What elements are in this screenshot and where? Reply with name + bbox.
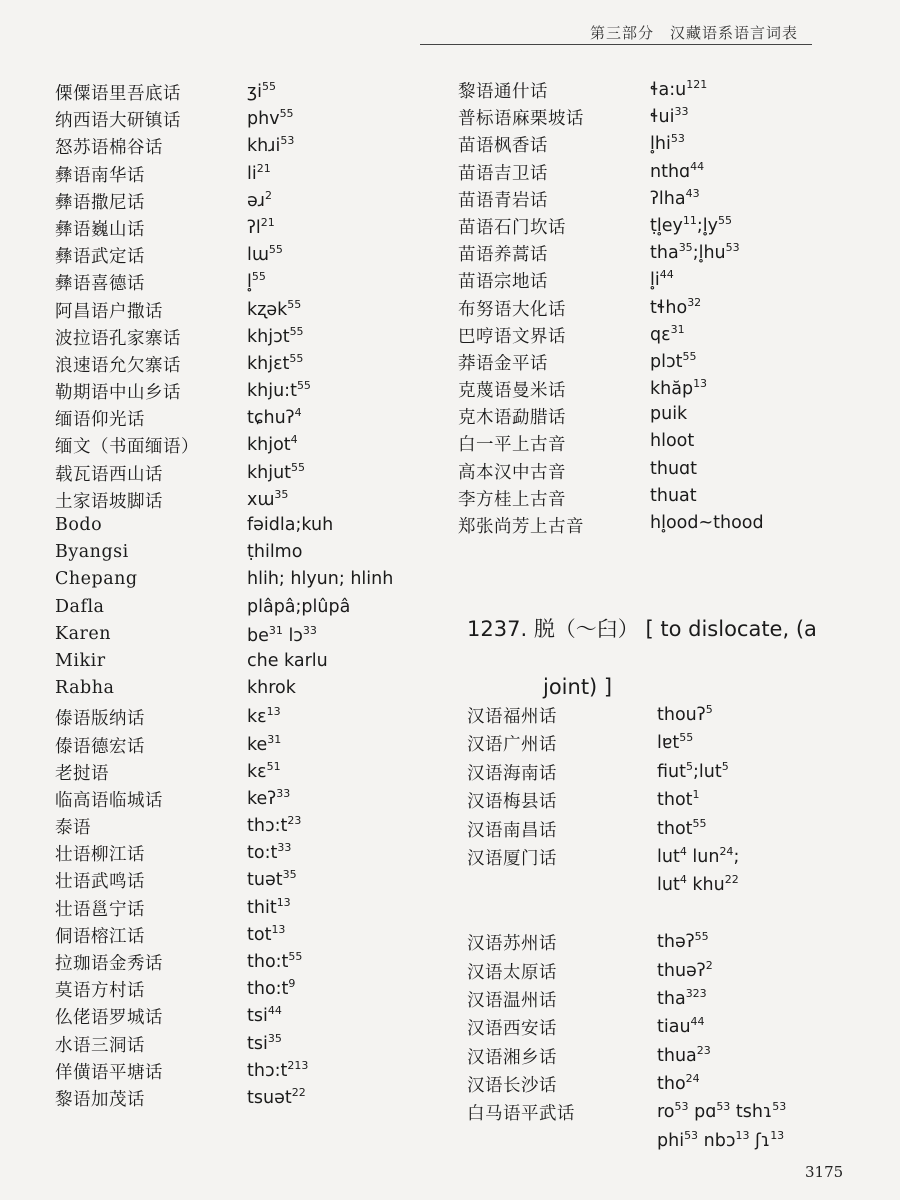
form-text: be [247, 625, 269, 646]
tone-number: 53 [670, 132, 685, 146]
form-text: xɯ [247, 489, 275, 510]
phonetic-form [247, 379, 311, 401]
tone-number: 23 [696, 1043, 711, 1057]
form-text: khjɔt [247, 326, 290, 347]
form-text: tho:t [247, 979, 289, 1000]
language-name: 侗语榕江话 [55, 926, 145, 947]
language-name: Rabha [55, 678, 115, 699]
entry-headword: 脱（～臼） [533, 617, 639, 641]
phonetic-form [657, 1129, 784, 1151]
language-name: 布努语大化话 [458, 299, 566, 320]
language-name: 苗语石门坎话 [458, 217, 566, 238]
form-text: ;l̥y [696, 215, 718, 236]
tone-number: 2 [705, 958, 713, 972]
language-name: 汉语长沙话 [467, 1076, 557, 1097]
phonetic-form [247, 515, 333, 535]
language-name: 水语三洞话 [55, 1035, 145, 1056]
entry-gloss-line1: [ to dislocate, (a [645, 617, 817, 641]
tone-number: 323 [685, 986, 707, 1000]
form-text: thouʔ [657, 704, 706, 725]
language-name: 傣语德宏话 [55, 736, 145, 757]
form-text: ʃɿ [749, 1130, 771, 1151]
language-name: 彝语武定话 [55, 247, 145, 268]
phonetic-form [247, 896, 291, 918]
tone-number: 22 [291, 1085, 306, 1099]
form-text: tho:t [247, 951, 289, 972]
language-name: 郑张尚芳上古音 [458, 517, 584, 537]
phonetic-form [247, 433, 298, 455]
phonetic-form [650, 105, 688, 127]
phonetic-form [650, 268, 674, 290]
language-name: 老挝语 [55, 763, 109, 784]
form-text: ɬui [650, 107, 675, 128]
form-text: l̥ [247, 272, 252, 293]
tone-number: 4 [679, 844, 687, 858]
form-text: ṭhilmo [247, 542, 303, 563]
tone-number: 53 [280, 134, 295, 148]
phonetic-form [247, 733, 281, 755]
phonetic-form [247, 597, 350, 617]
language-name: 彝语喜德话 [55, 274, 145, 295]
form-text: thɔ:t [247, 815, 288, 836]
form-text: ;l̥hu [692, 242, 726, 263]
phonetic-form [650, 160, 704, 182]
phonetic-form [657, 930, 709, 952]
entry-heading [467, 600, 847, 716]
form-text: ɬa:u [650, 79, 687, 100]
language-name: 载瓦语西山话 [55, 464, 163, 485]
form-text: plɔt [650, 351, 683, 372]
tone-number: 5 [721, 759, 729, 773]
language-name: 汉语苏州话 [467, 934, 557, 955]
phonetic-form [247, 760, 281, 782]
phonetic-form [247, 406, 302, 428]
tone-number: 55 [268, 243, 283, 257]
form-text: thua [657, 1045, 697, 1066]
phonetic-form [650, 241, 740, 263]
phonetic-form [650, 214, 732, 236]
language-name: 壮语邕宁话 [55, 899, 145, 920]
tone-number: 5 [685, 759, 693, 773]
tone-number: 31 [268, 623, 283, 637]
form-text: lut [657, 846, 680, 867]
form-text: nthɑ [650, 161, 691, 182]
tone-number: 44 [267, 1004, 282, 1018]
language-name: Bodo [55, 515, 103, 535]
form-text: tuət [247, 870, 283, 891]
language-name: 苗语枫香话 [458, 136, 548, 157]
language-name: 苗语吉卫话 [458, 163, 548, 184]
phonetic-form [247, 325, 304, 347]
language-name: 缅语仰光话 [55, 410, 145, 431]
tone-number: 24 [685, 1072, 700, 1086]
form-text: lɔ [282, 625, 303, 646]
language-name: 普标语麻栗坡话 [458, 109, 584, 130]
tone-number: 55 [296, 379, 311, 393]
form-text: lun [686, 846, 720, 867]
tone-number: 22 [724, 873, 739, 887]
tone-number: 1 [692, 788, 700, 802]
phonetic-form [657, 760, 729, 782]
language-name: 白马语平武话 [467, 1104, 575, 1125]
phonetic-form [657, 987, 707, 1009]
form-text: tsi [247, 1006, 268, 1027]
tone-number: 13 [271, 922, 286, 936]
phonetic-form [247, 352, 303, 374]
tone-number: 53 [674, 1100, 689, 1114]
language-name: 白一平上古音 [458, 435, 566, 456]
language-name: 汉语湘乡话 [467, 1047, 557, 1068]
form-text: kʐək [247, 299, 288, 320]
form-text: keʔ [247, 788, 277, 809]
tone-number: 55 [261, 80, 276, 93]
tone-number: 11 [682, 213, 697, 227]
tone-number: 35 [274, 487, 289, 501]
form-text: thit [247, 897, 277, 918]
phonetic-form [650, 296, 701, 318]
tone-number: 35 [267, 1031, 282, 1045]
tone-number: 121 [686, 78, 708, 91]
tone-number: 55 [289, 351, 304, 365]
form-text: thot [657, 790, 693, 810]
form-text: khju:t [247, 380, 297, 401]
tone-number: 55 [694, 930, 709, 944]
form-text: puik [650, 404, 688, 425]
form-text: tho [657, 1073, 686, 1094]
language-name: 拉珈语金秀话 [55, 954, 163, 974]
language-name: 苗语青岩话 [458, 190, 548, 211]
form-text: thɔ:t [247, 1060, 288, 1081]
form-text: ʔl [247, 217, 261, 238]
phonetic-form [247, 542, 302, 562]
tone-number: 33 [276, 786, 291, 800]
phonetic-form [247, 787, 290, 809]
form-text: nbɔ [698, 1130, 736, 1151]
tone-number: 55 [287, 297, 302, 311]
phonetic-form [657, 1015, 705, 1037]
form-text: lɯ [247, 244, 269, 265]
form-text: pɑ [688, 1102, 717, 1123]
phonetic-form [650, 132, 685, 154]
tone-number: 13 [735, 1128, 750, 1142]
form-text: tha [657, 988, 686, 1009]
form-text: to:t [247, 843, 278, 864]
form-text: thuəʔ [657, 960, 706, 981]
phonetic-form [247, 1032, 282, 1054]
tone-number: 55 [679, 731, 694, 745]
language-name: 纳西语大研镇话 [55, 111, 181, 132]
tone-number: 53 [772, 1100, 787, 1114]
tone-number: 9 [288, 977, 296, 991]
phonetic-form [247, 1059, 308, 1081]
language-name: 怒苏语棉谷话 [55, 138, 163, 159]
form-text: ; [733, 846, 740, 867]
language-name: 汉语温州话 [467, 990, 557, 1011]
form-text: li [247, 163, 257, 184]
language-name: 彝语南华话 [55, 165, 145, 186]
phonetic-form [650, 459, 697, 479]
tone-number: 53 [725, 241, 740, 255]
form-text: ṭl̥ey [650, 215, 683, 236]
language-name: 苗语养蒿话 [458, 245, 548, 266]
tone-number: 5 [705, 703, 713, 716]
language-name: Chepang [55, 569, 138, 590]
language-name: 阿昌语户撒话 [55, 301, 163, 322]
form-text: tiau [657, 1017, 691, 1038]
language-name: 壮语武鸣话 [55, 872, 145, 893]
phonetic-form [650, 404, 687, 424]
phonetic-form [657, 731, 693, 753]
tone-number: 55 [279, 107, 294, 121]
tone-number: 43 [685, 186, 700, 200]
language-name: Mikir [55, 650, 106, 671]
form-text: tshɿ [730, 1102, 773, 1123]
phonetic-form [657, 1044, 711, 1066]
tone-number: 13 [770, 1128, 785, 1142]
tone-number: 51 [266, 759, 281, 773]
language-name: Byangsi [55, 542, 129, 563]
language-name: 彝语巍山话 [55, 219, 145, 240]
phonetic-form [247, 216, 275, 238]
language-name: 泰语 [55, 818, 91, 839]
form-text: khrok [247, 678, 296, 699]
phonetic-form [247, 841, 291, 863]
phonetic-form [657, 1100, 786, 1122]
form-text: kɛ [247, 707, 267, 728]
language-name: 仫佬语罗城话 [55, 1008, 163, 1029]
tone-number: 4 [679, 873, 687, 887]
form-text: ʔlha [650, 188, 686, 209]
tone-number: 13 [266, 705, 281, 719]
language-name: 汉语太原话 [467, 962, 557, 983]
language-name: 汉语福州话 [467, 707, 557, 727]
phonetic-form [247, 107, 294, 129]
tone-number: 21 [260, 215, 275, 229]
phonetic-form [247, 270, 266, 292]
language-name: 莽语金平话 [458, 353, 548, 374]
tone-number: 13 [693, 377, 708, 391]
language-name: 勒期语中山乡话 [55, 383, 181, 404]
language-name: 高本汉中古音 [458, 462, 566, 483]
tone-number: 23 [287, 814, 302, 828]
phonetic-form [247, 488, 288, 510]
form-text: thuɑt [650, 458, 698, 479]
language-name: 莫语方村话 [55, 981, 145, 1002]
form-text: lɐt [657, 733, 680, 754]
form-text: phv [247, 109, 280, 130]
form-text: qɛ [650, 324, 671, 345]
phonetic-form [247, 705, 281, 727]
language-name: 傈僳语里吾底话 [55, 84, 181, 104]
language-name: 佯僙语平塘话 [55, 1062, 163, 1083]
phonetic-form [247, 569, 393, 589]
tone-number: 53 [684, 1128, 699, 1142]
form-text: fiut [657, 761, 686, 782]
tone-number: 55 [251, 270, 266, 284]
tone-number: 55 [682, 349, 697, 363]
language-name: 缅文（书面缅语） [55, 437, 199, 458]
form-text: tɬho [650, 297, 688, 318]
tone-number: 4 [294, 406, 302, 420]
form-text: hl̥ood~thood [650, 513, 764, 533]
phonetic-form [650, 431, 694, 451]
form-text: hlih; hlyun; hlinh [247, 569, 394, 590]
phonetic-form [247, 189, 272, 211]
form-text: tsi [247, 1033, 268, 1054]
form-text: thəʔ [657, 931, 695, 952]
language-name: 土家语坡脚话 [55, 491, 163, 512]
form-text: hloot [650, 431, 695, 452]
tone-number: 13 [276, 895, 291, 909]
tone-number: 213 [287, 1058, 309, 1072]
language-name: 李方桂上古音 [458, 489, 566, 510]
phonetic-form [650, 323, 685, 345]
phonetic-form [247, 923, 285, 945]
phonetic-form [247, 950, 302, 972]
phonetic-form [247, 80, 276, 102]
phonetic-form [657, 959, 713, 981]
tone-number: 44 [690, 159, 705, 173]
header-rule [420, 44, 812, 45]
language-name: Dafla [55, 596, 105, 617]
phonetic-form [650, 187, 700, 209]
phonetic-form [247, 651, 328, 671]
language-name: 汉语广州话 [467, 735, 557, 756]
phonetic-form [650, 486, 697, 506]
phonetic-form [650, 513, 764, 533]
running-header: 第三部分 汉藏语系语言词表 [590, 24, 799, 42]
phonetic-form [650, 350, 696, 372]
form-text: khjɛt [247, 353, 290, 374]
language-name: 克木语勐腊话 [458, 408, 566, 429]
form-text: fəidla;kuh [247, 515, 334, 535]
form-text: plâpâ;plûpâ [247, 596, 351, 617]
form-text: thot [657, 818, 693, 839]
tone-number: 55 [717, 213, 732, 227]
form-text: khjot [247, 435, 291, 456]
page-number: 3175 [805, 1163, 844, 1181]
tone-number: 31 [670, 322, 685, 336]
phonetic-form [650, 78, 707, 100]
form-text: ;lut [692, 761, 722, 782]
phonetic-form [247, 624, 317, 646]
entry-number: 1237. [467, 617, 528, 641]
tone-number: 55 [692, 816, 707, 830]
form-text: khu [686, 875, 725, 896]
tone-number: 33 [277, 841, 292, 855]
form-text: kɛ [247, 761, 267, 782]
form-text: ro [657, 1102, 675, 1123]
form-text: tot [247, 924, 272, 945]
language-name: 苗语宗地话 [458, 272, 548, 293]
phonetic-form [247, 678, 296, 698]
tone-number: 24 [719, 844, 734, 858]
tone-number: 4 [290, 433, 298, 447]
tone-number: 33 [674, 105, 689, 119]
phonetic-form [247, 134, 294, 156]
language-name: 巴哼语文界话 [458, 326, 566, 347]
form-text: khăp [650, 378, 694, 399]
language-name: 彝语撒尼话 [55, 192, 145, 213]
phonetic-form [247, 868, 297, 890]
phonetic-form [247, 298, 301, 320]
phonetic-form [247, 243, 283, 265]
phonetic-form [657, 873, 739, 895]
phonetic-form [247, 461, 305, 483]
language-name: 黎语通什话 [458, 82, 548, 102]
phonetic-form [247, 977, 295, 999]
tone-number: 31 [267, 732, 282, 746]
language-name: 黎语加茂话 [55, 1089, 145, 1110]
tone-number: 44 [690, 1015, 705, 1029]
form-text: əɹ [247, 190, 266, 211]
tone-number: 44 [659, 268, 674, 282]
language-name: 克蔑语曼米话 [458, 381, 566, 402]
phonetic-form [657, 1072, 700, 1094]
language-name: 汉语西安话 [467, 1019, 557, 1040]
language-name: 傣语版纳话 [55, 709, 145, 730]
form-text: tsuət [247, 1087, 292, 1108]
form-text: l̥i [650, 270, 660, 291]
tone-number: 55 [291, 460, 306, 474]
phonetic-form [247, 1086, 306, 1108]
language-name: Karen [55, 623, 111, 644]
form-text: l̥hi [650, 134, 671, 155]
phonetic-form [247, 814, 301, 836]
phonetic-form [650, 377, 707, 399]
form-text: tha [650, 242, 679, 263]
form-text: che karlu [247, 650, 328, 671]
tone-number: 35 [282, 868, 297, 882]
language-name: 汉语南昌话 [467, 820, 557, 841]
language-name: 临高语临城话 [55, 790, 163, 811]
tone-number: 55 [289, 324, 304, 338]
language-name: 汉语厦门话 [467, 848, 557, 869]
phonetic-form [247, 162, 271, 184]
form-text: ke [247, 734, 268, 755]
phonetic-form [247, 1004, 282, 1026]
language-name: 汉语梅县话 [467, 792, 557, 813]
form-text: phi [657, 1130, 685, 1151]
tone-number: 32 [687, 295, 702, 309]
phonetic-form [657, 703, 713, 725]
form-text: khɹi [247, 136, 281, 157]
phonetic-form [657, 788, 700, 810]
form-text: ʒi [247, 81, 262, 102]
tone-number: 53 [716, 1100, 731, 1114]
tone-number: 55 [288, 950, 303, 963]
tone-number: 33 [302, 623, 317, 637]
tone-number: 21 [256, 161, 271, 175]
language-name: 壮语柳江话 [55, 845, 145, 866]
language-name: 波拉语孔家寨话 [55, 328, 181, 349]
form-text: thuat [650, 485, 697, 506]
form-text: lut [657, 875, 680, 896]
phonetic-form [657, 845, 739, 867]
language-name: 浪速语允欠寨话 [55, 355, 181, 376]
tone-number: 35 [678, 241, 693, 255]
tone-number: 2 [265, 188, 273, 202]
entry-gloss-line2: joint) ] [543, 675, 613, 699]
language-name: 汉语海南话 [467, 763, 557, 784]
form-text: tɕhuʔ [247, 408, 295, 429]
phonetic-form [657, 817, 707, 839]
form-text: khjut [247, 462, 292, 483]
